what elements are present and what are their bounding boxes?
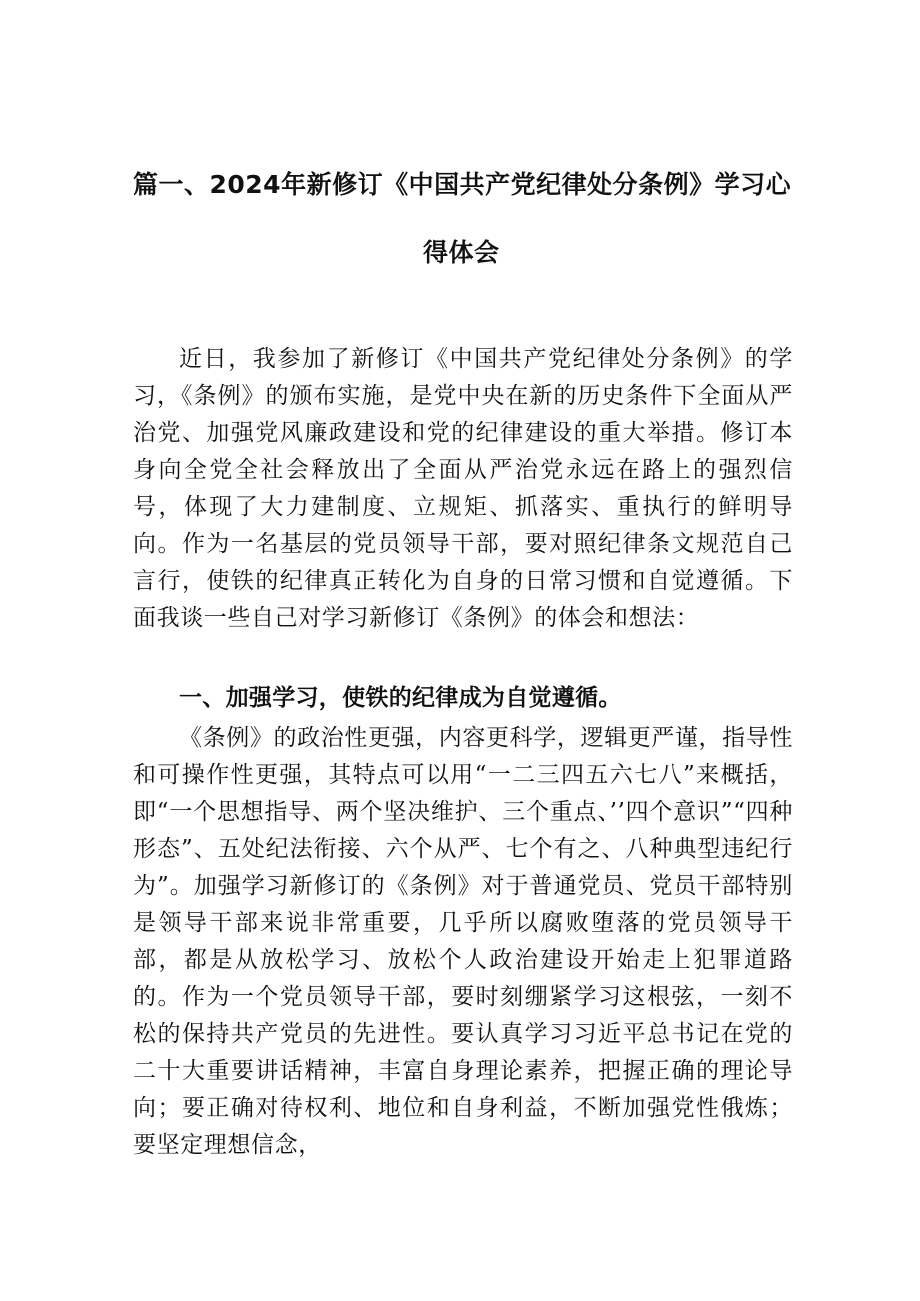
document-title-line-1: 篇一、2024年新修订《中国共产党纪律处分条例》学习心 [133,170,792,199]
paragraph-intro: 近日，我参加了新修订《中国共产党纪律处分条例》的学习，《条例》的颁布实施，是党中央在新的历史条件下全面从严治党、加强党风廉政建设和党的纪律建设的重大举措。修订本身向全党全社会释放出了全面从严治党永远在路上的强烈信号，体现了大力建制度、立规矩、抓落实、重执行的鲜明导向。作为一名基层的党员领导干部，要对照纪律条文规范自己言行，使铁的纪律真正转化为自身的日常习惯和自觉遵循。下面我谈一些自己对学习新修订《条例》的体会和想法： [133,346,793,631]
section-heading-1: 一、加强学习，使铁的纪律成为自觉遵循。 [179,685,622,711]
document-title-line-2: 得体会 [423,238,500,267]
paragraph-section-1: 《条例》的政治性更强，内容更科学，逻辑更严谨，指导性和可操作性更强，其特点可以用“一二三四五六七八”来概括，即“一个思想指导、两个坚决维护、三个重点、’’四个意识”“四种形态”、五处纪法衔接、六个从严、七个有之、八种典型违纪行为”。加强学习新修订的《条例》对于普通党员、党员干部特别是领导干部来说非常重要，几乎所以腐败堕落的党员领导干部，都是从放松学习、放松个人政治建设开始走上犯罪道路的。作为一个党员领导干部，要时刻绷紧学习这根弦，一刻不松的保持共产党员的先进性。要认真学习习近平总书记在党的二十大重要讲话精神，丰富自身理论素养，把握正确的理论导向；要正确对待权利、地位和自身利益，不断加强党性俄炼；要坚定理想信念， [133,725,793,1158]
